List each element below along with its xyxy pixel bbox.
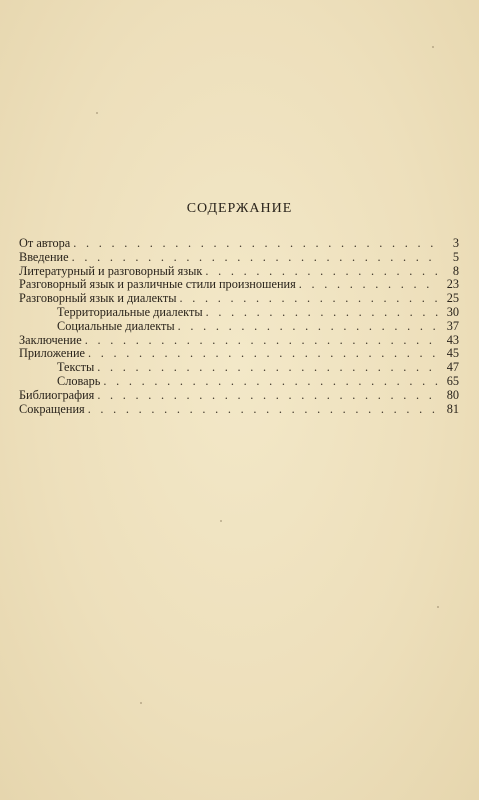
paper-speck bbox=[432, 46, 434, 48]
toc-entry-page: 47 bbox=[446, 360, 459, 375]
toc-entry-label: Сокращения bbox=[19, 401, 85, 416]
toc-entry[interactable] bbox=[19, 265, 459, 279]
toc-list bbox=[19, 237, 459, 416]
toc-entry-page: 80 bbox=[446, 387, 459, 402]
dot-leader bbox=[88, 347, 439, 361]
paper-speck bbox=[96, 112, 98, 114]
toc-entry[interactable] bbox=[19, 403, 459, 417]
paper-speck bbox=[140, 702, 142, 704]
dot-leader bbox=[178, 320, 439, 334]
dot-leader bbox=[73, 237, 439, 251]
dot-leader bbox=[205, 265, 439, 279]
toc-entry-label: Заключение bbox=[19, 332, 82, 347]
toc-entry-page: 25 bbox=[446, 291, 459, 306]
dot-leader bbox=[206, 306, 439, 320]
toc-entry-page: 8 bbox=[452, 263, 459, 278]
paper-speck bbox=[437, 606, 439, 608]
toc-entry[interactable] bbox=[19, 347, 459, 361]
toc-entry-label: Разговорный язык и различные стили произношения bbox=[19, 277, 296, 292]
toc-entry-label: Введение bbox=[19, 249, 69, 264]
toc-entry-page: 30 bbox=[446, 304, 459, 319]
toc-entry[interactable] bbox=[19, 292, 459, 306]
toc-entry-page: 23 bbox=[446, 277, 459, 292]
toc-entry-label: От автора bbox=[19, 236, 71, 250]
toc-entry[interactable] bbox=[19, 278, 459, 292]
toc-entry-label: Социальные диалекты bbox=[57, 318, 175, 333]
toc-entry-page: 43 bbox=[446, 332, 459, 347]
toc-entry-page: 81 bbox=[446, 401, 459, 416]
toc-entry-page: 5 bbox=[452, 249, 459, 264]
toc-entry-label: Приложение bbox=[19, 346, 85, 361]
toc-subentry[interactable] bbox=[19, 375, 459, 389]
dot-leader bbox=[179, 292, 439, 306]
toc-entry[interactable] bbox=[19, 237, 459, 251]
toc-entry[interactable] bbox=[19, 334, 459, 348]
toc-title: СОДЕРЖАНИЕ bbox=[186, 201, 293, 216]
toc-subentry[interactable] bbox=[19, 320, 459, 334]
dot-leader bbox=[88, 403, 439, 417]
paper-speck bbox=[220, 520, 222, 522]
toc-entry[interactable] bbox=[19, 389, 459, 403]
dot-leader bbox=[85, 334, 439, 348]
toc-entry-label: Разговорный язык и диалекты bbox=[19, 291, 177, 306]
toc-entry-label: Территориальные диалекты bbox=[57, 304, 203, 319]
toc-entry-page: 65 bbox=[446, 373, 459, 388]
dot-leader bbox=[97, 389, 439, 403]
dot-leader bbox=[103, 375, 439, 389]
toc-entry-label: Словарь bbox=[57, 373, 101, 388]
toc-subentry[interactable] bbox=[19, 306, 459, 320]
toc-subentry[interactable] bbox=[19, 361, 459, 375]
toc-entry-label: Библиография bbox=[19, 387, 95, 402]
toc-entry-label: Тексты bbox=[57, 360, 95, 375]
dot-leader bbox=[72, 251, 439, 265]
toc-entry-page: 45 bbox=[446, 346, 459, 361]
toc-entry[interactable] bbox=[19, 251, 459, 265]
dot-leader bbox=[97, 361, 439, 375]
toc-entry-page: 37 bbox=[446, 318, 459, 333]
dot-leader bbox=[299, 278, 439, 292]
toc-entry-page: 3 bbox=[452, 236, 459, 250]
toc-entry-label: Литературный и разговорный язык bbox=[19, 263, 203, 278]
